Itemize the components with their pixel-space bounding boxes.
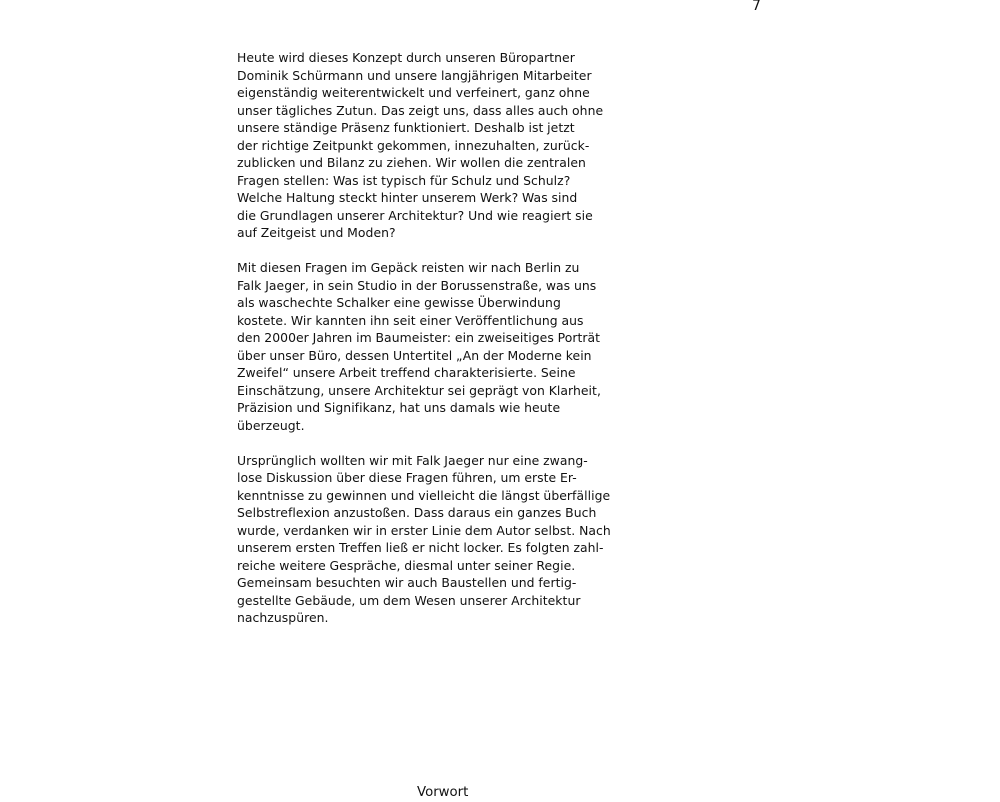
page-number: 7 [752, 0, 761, 14]
text-line: über unser Büro, dessen Untertitel „An der Moderne kein [237, 347, 592, 363]
text-line: Mit diesen Fragen im Gepäck reisten wir nach Berlin zu [237, 260, 580, 275]
paragraph [237, 452, 657, 627]
text-line: zublicken und Bilanz zu ziehen. Wir wollen die zentralen [237, 155, 586, 170]
text-line: Heute wird dieses Konzept durch unseren Büropartner [237, 50, 575, 65]
text-line: unser tägliches Zutun. Das zeigt uns, dass alles auch ohne [237, 102, 604, 118]
text-line: der richtige Zeitpunkt gekommen, innezuhalten, zurück- [237, 137, 590, 153]
text-line: Selbstreflexion anzustoßen. Dass daraus ein ganzes Buch [237, 505, 597, 520]
text-line: unserem ersten Treffen ließ er nicht locker. Es folgten zahl- [237, 540, 604, 555]
text-line: Ursprünglich wollten wir mit Falk Jaeger nur eine zwang- [237, 452, 588, 468]
paragraph [237, 259, 657, 434]
text-line: lose Diskussion über diese Fragen führen, um erste Er- [237, 470, 577, 485]
body-text [237, 49, 657, 644]
text-line: Dominik Schürmann und unsere langjährigen Mitarbeiter [237, 67, 592, 83]
text-line: Präzision und Signifikanz, hat uns damals wie heute [237, 400, 561, 415]
text-line: reiche weitere Gespräche, diesmal unter seiner Regie. [237, 557, 576, 573]
text-line: nachzuspüren. [237, 610, 329, 625]
text-line: unsere ständige Präsenz funktioniert. Deshalb ist jetzt [237, 120, 575, 135]
text-line: Fragen stellen: Was ist typisch für Schulz und Schulz? [237, 172, 571, 188]
text-line: die Grundlagen unserer Architektur? Und wie reagiert sie [237, 207, 593, 223]
text-line: kenntnisse zu gewinnen und vielleicht die längst überfällige [237, 487, 611, 503]
text-line: als waschechte Schalker eine gewisse Überwindung [237, 295, 561, 310]
text-line: eigenständig weiterentwickelt und verfeinert, ganz ohne [237, 85, 590, 100]
text-line: wurde, verdanken wir in erster Linie dem Autor selbst. Nach [237, 522, 611, 538]
text-line: kostete. Wir kannten ihn seit einer Veröffentlichung aus [237, 312, 584, 328]
text-line: Welche Haltung steckt hinter unserem Werk? Was sind [237, 190, 578, 205]
text-line: Falk Jaeger, in sein Studio in der Borussenstraße, was uns [237, 277, 597, 293]
text-line: auf Zeitgeist und Moden? [237, 225, 396, 240]
text-line: Zweifel“ unsere Arbeit treffend charakterisierte. Seine [237, 365, 576, 380]
text-line: gestellte Gebäude, um dem Wesen unserer Architektur [237, 592, 581, 608]
text-line: den 2000er Jahren im Baumeister: ein zweiseitiges Porträt [237, 330, 601, 345]
text-line: Gemeinsam besuchten wir auch Baustellen und fertig- [237, 575, 577, 590]
section-footer-label: Vorwort [417, 785, 469, 800]
text-line: überzeugt. [237, 417, 305, 433]
paragraph [237, 49, 657, 242]
text-line: Einschätzung, unsere Architektur sei geprägt von Klarheit, [237, 382, 601, 398]
